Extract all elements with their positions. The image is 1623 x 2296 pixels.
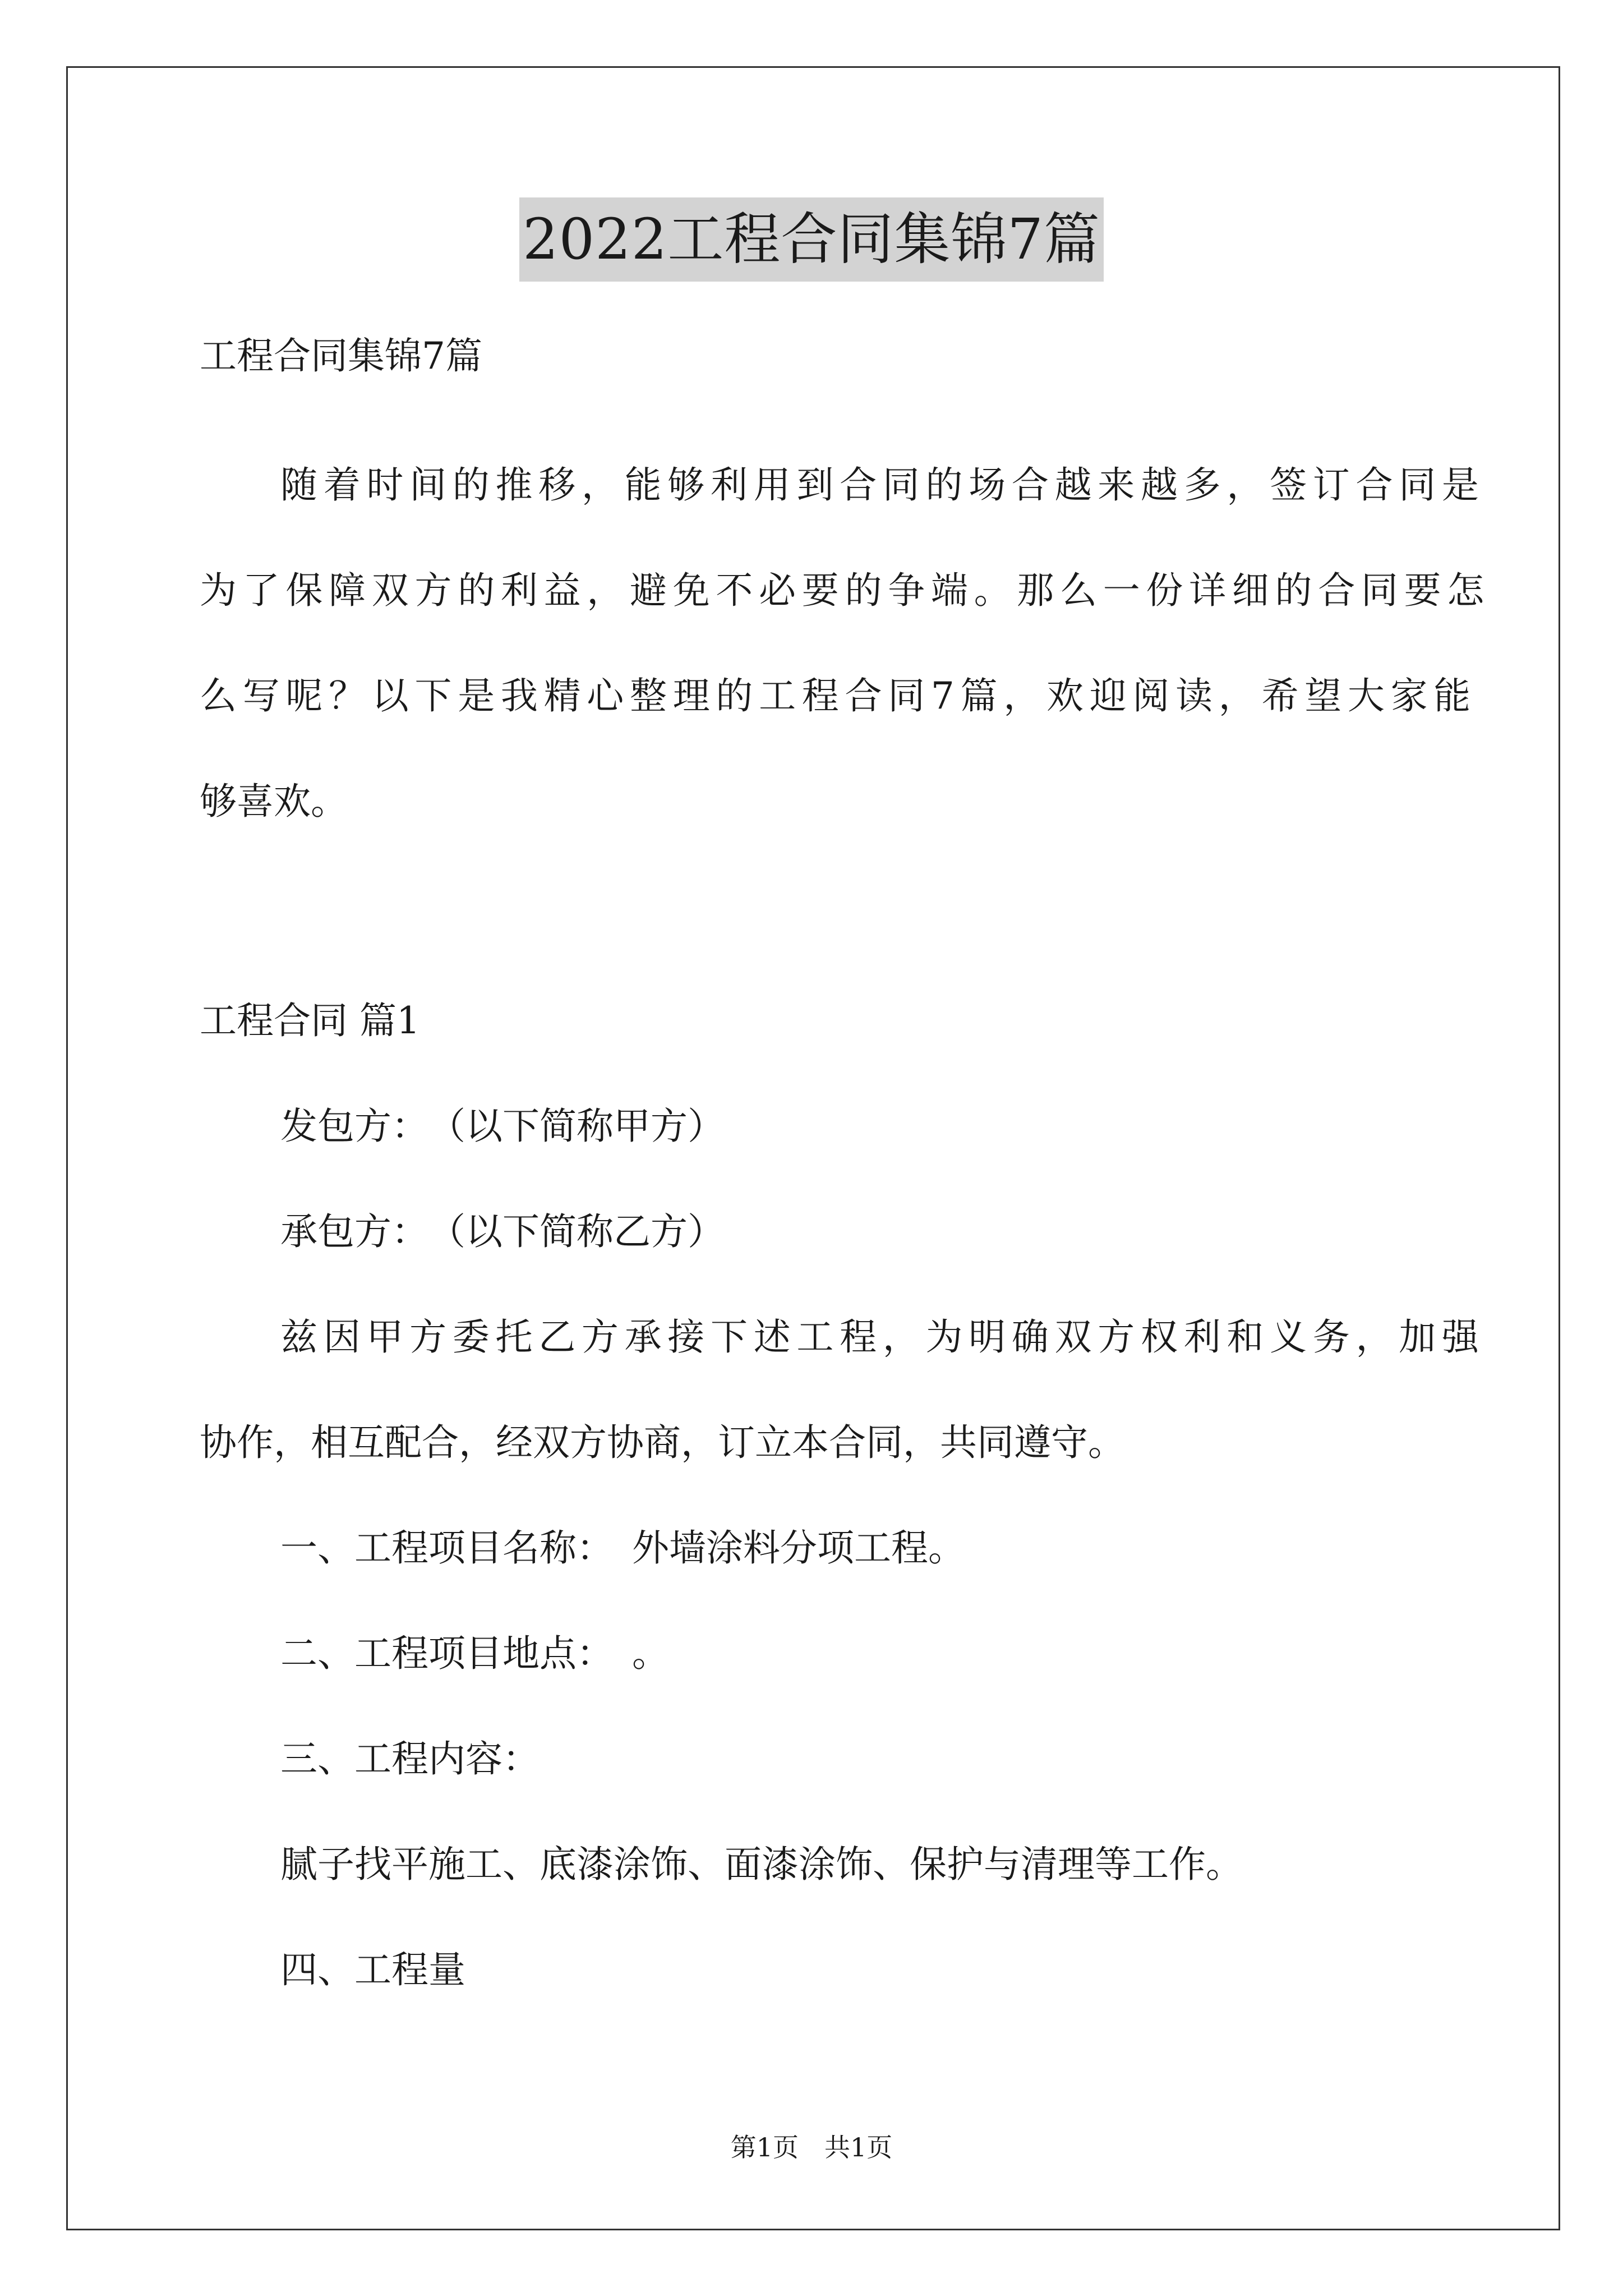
clause-3-detail: 腻子找平施工、底漆涂饰、面漆涂饰、保护与清理等工作。 (280, 1843, 1243, 1886)
page-number-footer: 第1页 共1页 (730, 2132, 893, 2162)
intro-line-1: 随着时间的推移，能够利用到合同的场合越来越多，签订合同是 (280, 463, 1485, 507)
section1-heading: 工程合同 篇1 (200, 999, 420, 1042)
clause-1-project-name: 一、工程项目名称： 外墙涂料分项工程。 (280, 1526, 965, 1570)
intro-line-3: 么写呢？以下是我精心整理的工程合同7篇，欢迎阅读，希望大家能 (200, 674, 1477, 717)
clause-4-quantity: 四、工程量 (280, 1948, 465, 1991)
document-title: 2022工程合同集锦7篇 (519, 197, 1104, 282)
preamble-line-1: 兹因甲方委托乙方承接下述工程，为明确双方权利和义务，加强 (280, 1315, 1485, 1359)
title-container (0, 197, 1623, 282)
preamble-line-2: 协作，相互配合，经双方协商，订立本合同，共同遵守。 (200, 1421, 1125, 1464)
document-subtitle: 工程合同集锦7篇 (200, 334, 482, 378)
party-b-line: 承包方： （以下简称乙方） (280, 1210, 725, 1253)
intro-line-4: 够喜欢。 (200, 780, 348, 823)
clause-3-project-content: 三、工程内容： (280, 1737, 540, 1780)
party-a-line: 发包方： （以下简称甲方） (280, 1105, 725, 1148)
intro-line-2: 为了保障双方的利益，避免不必要的争端。那么一份详细的合同要怎 (200, 569, 1490, 612)
clause-2-project-location: 二、工程项目地点： 。 (280, 1632, 669, 1675)
